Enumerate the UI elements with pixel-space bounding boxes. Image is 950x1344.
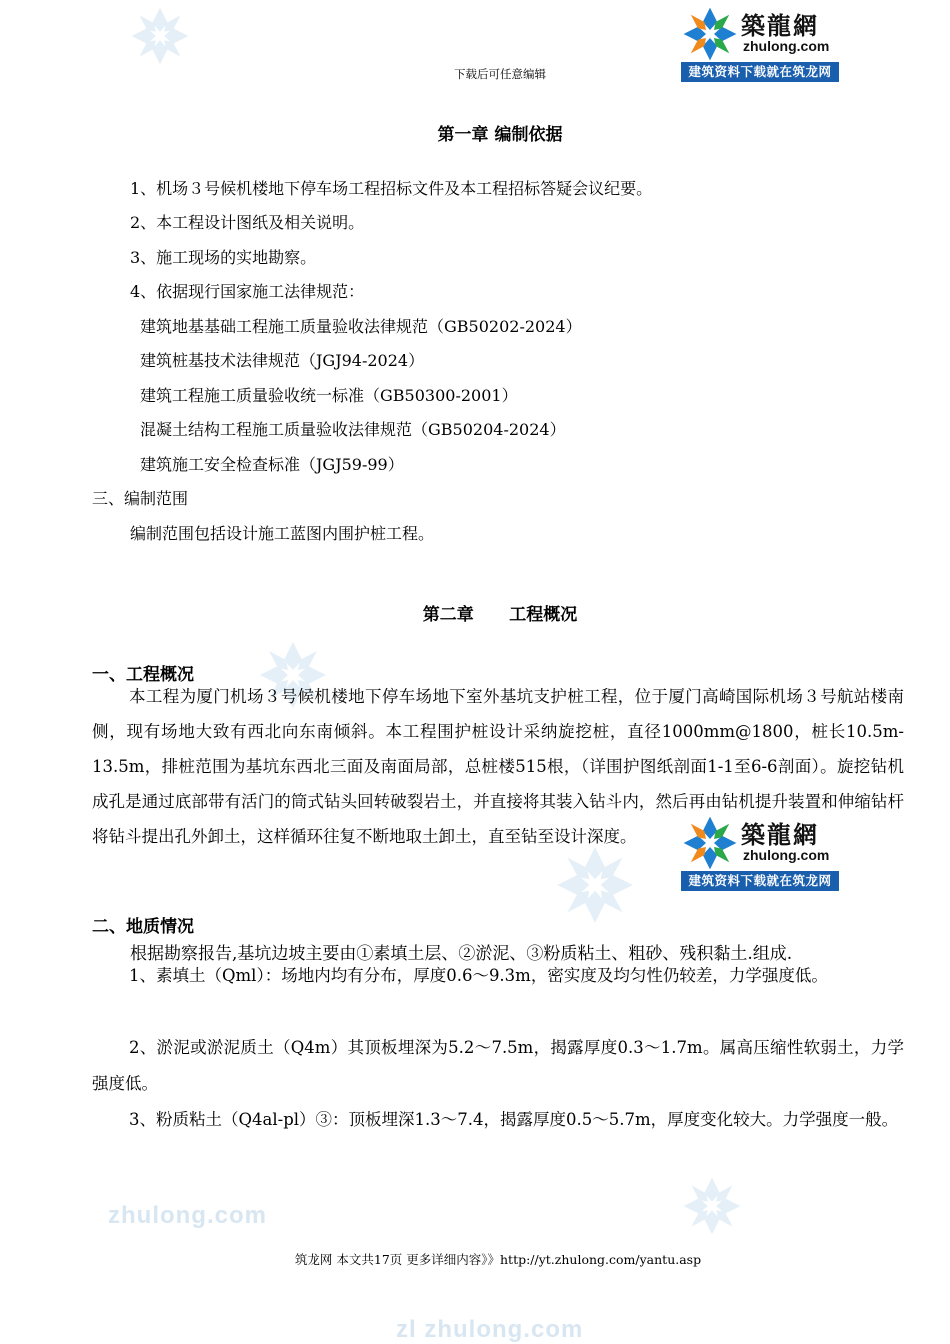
section1-heading: 一、工程概况	[92, 665, 194, 685]
section2-heading: 二、地质情况	[92, 917, 194, 937]
standard-item: 建筑地基基础工程施工质量验收法律规范（GB50202-2024）	[140, 317, 582, 336]
logo-english-name: zhulong.com	[743, 847, 830, 863]
scope-heading: 三、编制范围	[92, 489, 189, 508]
standard-item: 建筑工程施工质量验收统一标准（GB50300-2001）	[140, 386, 518, 405]
snowflake-logo-icon	[681, 6, 739, 62]
basis-item: 3、施工现场的实地勘察。	[130, 248, 317, 267]
standard-item: 混凝土结构工程施工质量验收法律规范（GB50204-2024）	[140, 420, 566, 439]
logo-chinese-name: 築龍網	[741, 821, 819, 849]
standard-item: 建筑桩基技术法律规范（JGJ94-2024）	[140, 351, 425, 370]
basis-item: 2、本工程设计图纸及相关说明。	[130, 213, 365, 232]
watermark-text: zhulong.com	[108, 1202, 267, 1229]
geology-intro: 根据勘察报告,基坑边坡主要由①素填土层、②淤泥、③粉质粘土、粗砂、残积黏土.组成.	[130, 944, 793, 964]
basis-item: 1、机场３号候机楼地下停车场工程招标文件及本工程招标答疑会议纪要。	[130, 179, 653, 198]
page-footer: 筑龙网 本文共17页 更多详细内容》》http://yt.zhulong.com/yantu.asp	[294, 1252, 702, 1267]
chapter2-title: 第二章 工程概况	[422, 605, 578, 625]
geology-item: 1、素填土（Qml）：场地内均有分布，厚度0.6～9.3m，密实度及均匀性仍较差，力学强度低。	[129, 966, 828, 985]
chapter1-title: 第一章 编制依据	[437, 125, 563, 145]
watermark-snowflake-icon	[682, 1176, 742, 1236]
logo-slogan: 建筑资料下载就在筑龙网	[681, 871, 839, 891]
section1-paragraph: 本工程为厦门机场３号候机楼地下停车场地下室外基坑支护桩工程，位于厦门高崎国际机场３号航站楼南侧，现有场地大致有西北向东南倾斜。本工程围护桩设计采纳旋挖桩，直径1000mm@1800，桩长10.5m-13.5m，排桩范围为基坑东西北三面及南面局部，总桩楼515根，（详围护图纸剖面1-1至6-6剖面）。旋挖钻机成孔是通过底部带有活门的筒式钻头回转破裂岩土，并直接将其装入钻斗内，然后再由钻机提升装置和伸缩钻杆将钻斗提出孔外卸土，这样循环往复不断地取土卸土，直至钻至设计深度。	[92, 687, 904, 846]
logo-chinese-name: 築龍網	[741, 12, 819, 40]
logo-english-name: zhulong.com	[743, 38, 830, 54]
scope-text: 编制范围包括设计施工蓝图内围护桩工程。	[130, 524, 435, 543]
watermark-text: zl zhulong.com	[396, 1316, 584, 1343]
geology-item: 2、淤泥或淤泥质土（Q4m）其顶板埋深为5.2～7.5m，揭露厚度0.3～1.7m。属高压缩性软弱土，力学强度低。	[92, 1038, 904, 1093]
basis-item: 4、依据现行国家施工法律规范：	[130, 282, 365, 301]
watermark-snowflake-icon	[130, 6, 190, 66]
header-note: 下载后可任意编辑	[454, 67, 546, 81]
standard-item: 建筑施工安全检查标准（JGJ59-99）	[140, 455, 404, 474]
geology-item: 3、粉质粘土（Q4al-pl）③：顶板埋深1.3～7.4，揭露厚度0.5～5.7m，厚度变化较大。力学强度一般。	[129, 1110, 899, 1129]
watermark-snowflake-icon	[555, 845, 635, 925]
logo-slogan: 建筑资料下载就在筑龙网	[681, 62, 839, 82]
